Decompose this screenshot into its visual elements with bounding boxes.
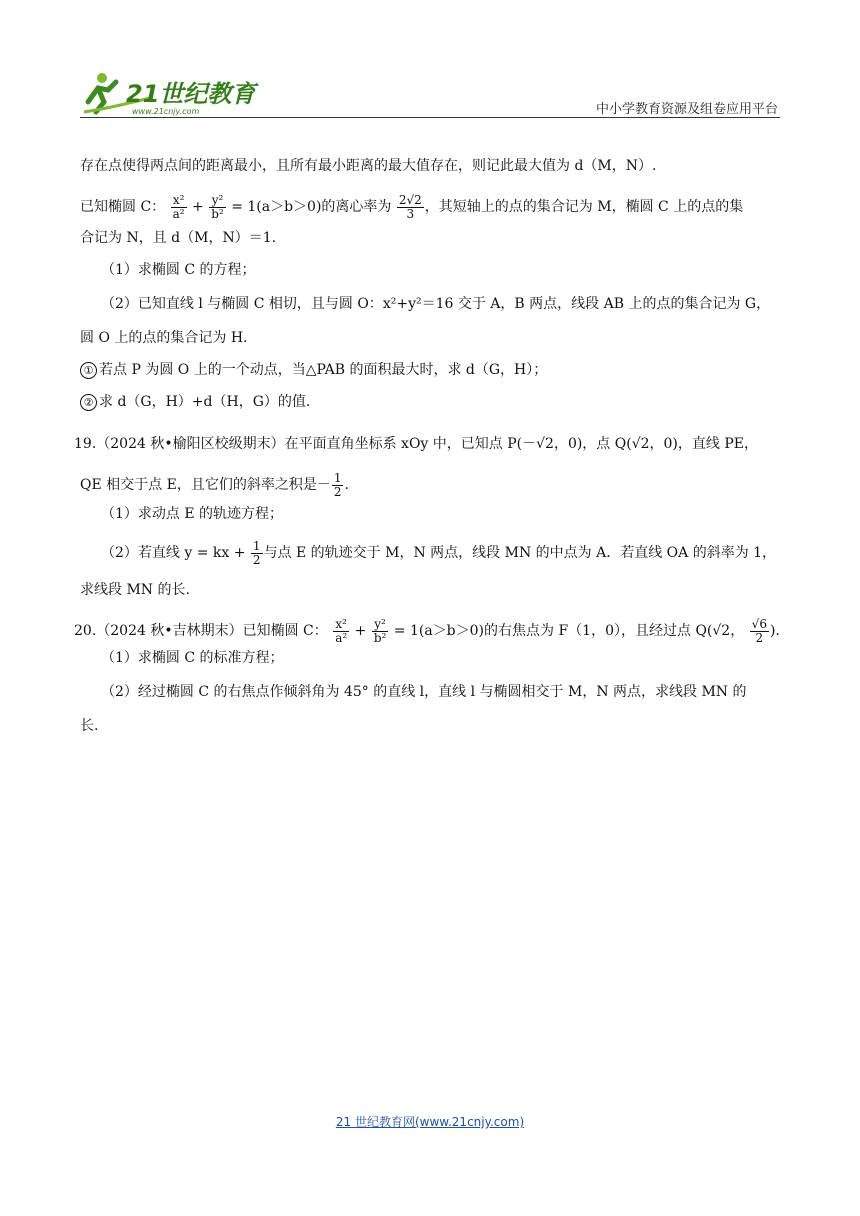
- fraction-x2-a2: [171, 194, 187, 220]
- denominator: a²: [172, 206, 185, 221]
- numerator: 1: [333, 471, 342, 485]
- text-line: 合记为 N，且 d（M，N）＝1.: [80, 230, 277, 246]
- footer-link[interactable]: 21 世纪教育网(www.21cnjy.com): [335, 1115, 525, 1129]
- fraction-y2-b2: [209, 194, 226, 220]
- text-line: 存在点使得两点间的距离最小，且所有最小距离的最大值存在，则记此最大值为 d（M，N）.: [80, 158, 657, 174]
- platform-title: 中小学教育资源及组卷应用平台: [595, 102, 778, 117]
- denominator: 2: [252, 552, 261, 567]
- problem-19-line-2: QE 相交于点 E，且它们的斜率之积是－ $\frac{1}{2}$ .: [80, 471, 349, 499]
- plus-sign: +: [192, 199, 204, 216]
- brand-logo: [80, 68, 260, 118]
- sub-question-1: [80, 362, 547, 379]
- header-divider: [80, 117, 780, 118]
- fraction-y2-b2: [372, 618, 389, 644]
- problem-20-header: [74, 618, 780, 644]
- denominator: 3: [406, 206, 415, 221]
- fraction-x2-a2: [333, 618, 349, 644]
- problem-20-question-2-cont: 长.: [80, 718, 99, 734]
- problem-20-question-1: （1）求椭圆 C 的标准方程；: [101, 650, 284, 666]
- text: 若点 P 为圆 O 上的一个动点，当△PAB 的面积最大时，求 d（G，H）；: [99, 362, 548, 378]
- text: ，其短轴上的点的集合记为 M，椭圆 C 上的点的集: [424, 199, 744, 216]
- denominator: 2: [755, 630, 764, 645]
- circled-1-icon: ①: [80, 362, 97, 379]
- fraction-half: [251, 540, 263, 566]
- plus-sign: +: [354, 623, 367, 640]
- numerator: y²: [209, 194, 226, 208]
- question-2-line-2: 圆 O 上的点的集合记为 H.: [80, 330, 248, 346]
- text: 与点 E 的轨迹交于 M，N 两点，线段 MN 的中点为 A．若直线 OA 的斜率为 1，: [263, 545, 777, 562]
- text: 20.（2024 秋•吉林期末）已知椭圆 C：: [74, 623, 328, 640]
- equals-one: = 1: [393, 623, 419, 640]
- denominator: a²: [335, 630, 348, 645]
- svg-text:www.21cnjy.com: www.21cnjy.com: [132, 107, 200, 116]
- fraction-sqrt6-2: [750, 618, 769, 644]
- equals-one: = 1: [231, 199, 257, 216]
- problem-19-question-2: [80, 540, 776, 566]
- question-2-line-1: （2）已知直线 l 与椭圆 C 相切，且与圆 O：x²+y²＝16 交于 A，B 两点，线段 AB 上的点的集合记为 G，: [101, 296, 771, 312]
- fraction-half: [332, 472, 344, 498]
- numerator: x²: [333, 618, 349, 632]
- problem-19-header: 19.（2024 秋•榆阳区校级期末）在平面直角坐标系 xOy 中，已知点 P(－√2，0)，点 Q(√2，0)，直线 PE，: [74, 436, 758, 452]
- closing: ).: [769, 623, 780, 640]
- fraction-eccentricity: [397, 194, 424, 220]
- denominator: 2: [333, 484, 342, 499]
- problem-19-question-2-cont: 求线段 MN 的长.: [80, 582, 190, 598]
- question-1: （1）求椭圆 C 的方程；: [101, 262, 256, 278]
- text: (a＞b＞0)的离心率为: [256, 199, 392, 216]
- sub-question-2: [80, 394, 310, 411]
- problem-20-question-2: （2）经过椭圆 C 的右焦点作倾斜角为 45° 的直线 l，直线 l 与椭圆相交于 M，N 两点，求线段 MN 的: [101, 684, 747, 700]
- numerator: √6: [751, 617, 767, 631]
- text: 已知椭圆 C：: [80, 199, 166, 216]
- numerator: 2√2: [398, 193, 422, 207]
- problem-19-question-1: （1）求动点 E 的轨迹方程；: [101, 506, 284, 522]
- numerator: 1: [252, 539, 261, 553]
- text: （2）若直线 y = kx +: [101, 545, 246, 562]
- runner-logo-icon: [80, 68, 260, 118]
- text: QE 相交于点 E，且它们的斜率之积是－: [80, 477, 331, 494]
- denominator: b²: [211, 206, 224, 221]
- numerator: y²: [372, 618, 389, 632]
- problem-18-line: [80, 194, 743, 220]
- numerator: x²: [171, 194, 187, 208]
- svg-text:21世纪教育: 21世纪教育: [126, 80, 256, 108]
- text: (a＞b＞0)的右焦点为 F（1，0），且经过点 Q(√2，: [418, 623, 745, 640]
- circled-2-icon: ②: [80, 394, 97, 411]
- denominator: b²: [373, 630, 387, 645]
- text: 求 d（G，H）+d（H，G）的值.: [99, 394, 311, 410]
